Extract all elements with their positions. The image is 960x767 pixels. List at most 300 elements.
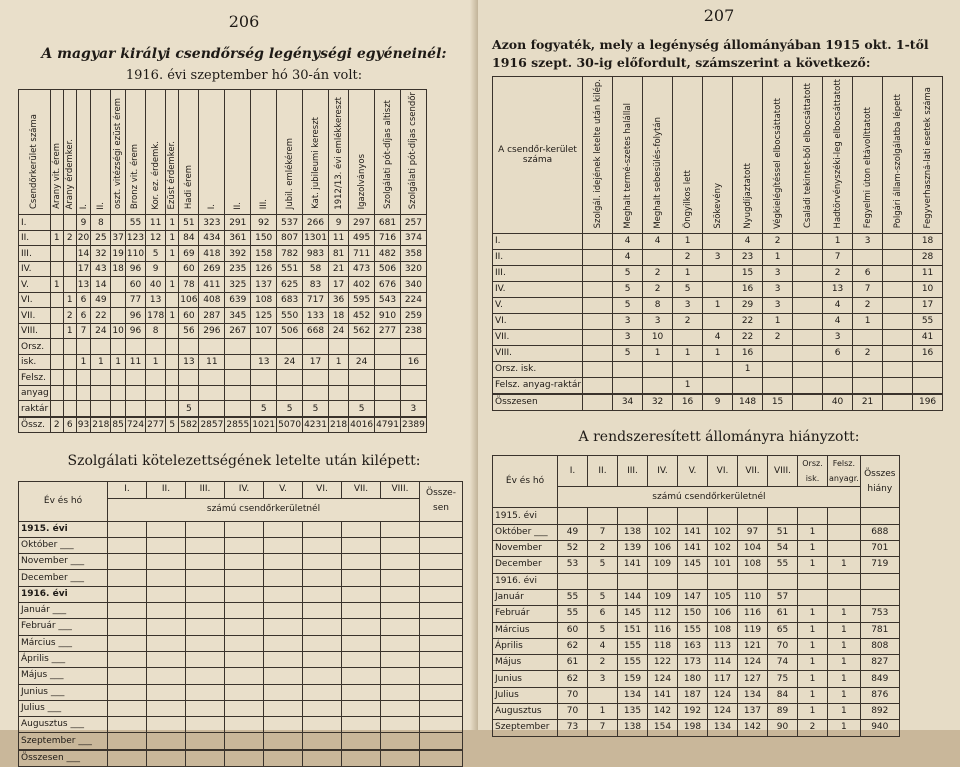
table-cell: 56: [179, 323, 199, 339]
table-cell: 876: [860, 687, 899, 703]
table-cell: 266: [303, 215, 329, 231]
table-cell: [199, 370, 225, 386]
total-cell: Össz.: [19, 417, 51, 433]
table-cell: 7: [588, 720, 618, 736]
table-cell: [860, 508, 899, 524]
table-row: [493, 622, 900, 638]
table-cell: 101: [708, 557, 738, 573]
table-cell: 173: [678, 655, 708, 671]
table-cell: 106: [648, 541, 678, 557]
column-header: [19, 90, 51, 215]
table-cell: 2: [673, 314, 703, 330]
table-cell: [303, 586, 342, 602]
table-row: [493, 655, 900, 671]
table-cell: [264, 554, 303, 570]
table-cell: VIII.: [493, 346, 583, 362]
table-cell: [303, 651, 342, 667]
table-cell: [63, 370, 76, 386]
table-cell: [349, 385, 375, 401]
column-header: [277, 90, 303, 215]
table-cell: [108, 733, 147, 750]
table-cell: [63, 401, 76, 417]
table-cell: [853, 250, 883, 266]
column-header-text: Polgári állam-szolgálatba lépett: [892, 94, 903, 229]
column-header: [643, 77, 673, 234]
table-cell: [63, 215, 76, 231]
row-label: Április ___: [19, 651, 108, 667]
table-cell: 639: [225, 292, 251, 308]
table-cell: [420, 684, 463, 700]
table-cell: [108, 537, 147, 553]
table-cell: 5: [146, 246, 166, 262]
table-cell: Október ___: [493, 524, 558, 540]
table-cell: 41: [913, 330, 943, 346]
table-cell: 151: [618, 622, 648, 638]
table-cell: [583, 266, 613, 282]
table-cell: [125, 370, 145, 386]
table-cell: 62: [558, 638, 588, 654]
column-header: [703, 77, 733, 234]
table-cell: 150: [678, 606, 708, 622]
table-cell: [673, 362, 703, 378]
table-cell: 28: [913, 250, 943, 266]
total-cell: 148: [733, 394, 763, 411]
shortage-section-title: A rendszeresített állományra hiányzott:: [578, 429, 860, 446]
table-cell: [349, 339, 375, 355]
total-cell: 196: [913, 394, 943, 411]
column-header-text: Igazolványos: [356, 153, 367, 210]
table-cell: 134: [708, 720, 738, 736]
table-cell: 6: [588, 606, 618, 622]
table-cell: [108, 521, 147, 537]
table-cell: 55: [125, 215, 145, 231]
table-cell: [342, 700, 381, 716]
table-cell: [342, 521, 381, 537]
header-row: [19, 90, 427, 215]
table-cell: 49: [558, 524, 588, 540]
total-row: [493, 394, 943, 411]
table-cell: [166, 339, 179, 355]
table-cell: [166, 401, 179, 417]
decorations-table: [18, 89, 427, 433]
table-cell: 5: [277, 401, 303, 417]
table-cell: [147, 684, 186, 700]
table-cell: Április: [493, 638, 558, 654]
table-cell: [186, 603, 225, 619]
table-cell: [147, 603, 186, 619]
table-cell: 753: [860, 606, 899, 622]
table-cell: 3: [400, 401, 426, 417]
table-cell: 296: [199, 323, 225, 339]
table-cell: 178: [146, 308, 166, 324]
table-row: [19, 521, 463, 537]
table-cell: [381, 603, 420, 619]
table-cell: 402: [349, 277, 375, 293]
table-cell: 106: [179, 292, 199, 308]
table-cell: 1916. évi: [493, 573, 558, 589]
table-cell: 55: [558, 589, 588, 605]
table-cell: 1: [50, 277, 63, 293]
table-cell: 192: [678, 704, 708, 720]
table-cell: II.: [19, 230, 51, 246]
table-cell: 1: [828, 622, 861, 638]
table-cell: 1: [828, 671, 861, 687]
table-cell: 21: [328, 261, 348, 277]
table-cell: [883, 314, 913, 330]
table-cell: [420, 733, 463, 750]
table-cell: I.: [19, 215, 51, 231]
table-cell: 110: [738, 589, 768, 605]
table-cell: 5: [613, 298, 643, 314]
table-cell: [913, 362, 943, 378]
table-cell: 52: [558, 541, 588, 557]
table-cell: [166, 370, 179, 386]
table-cell: [793, 282, 823, 298]
column-header-text: Családi tekintet-ből elbocsáttatott: [802, 83, 813, 229]
table-cell: 13: [76, 277, 90, 293]
table-cell: 134: [618, 687, 648, 703]
table-cell: 3: [613, 314, 643, 330]
table-cell: [186, 651, 225, 667]
table-cell: 1: [828, 704, 861, 720]
table-cell: [50, 323, 63, 339]
table-cell: [186, 733, 225, 750]
table-cell: [147, 717, 186, 733]
table-cell: 18: [328, 308, 348, 324]
table-cell: 3: [763, 282, 793, 298]
table-cell: [420, 619, 463, 635]
table-cell: [303, 619, 342, 635]
table-cell: 124: [708, 687, 738, 703]
table-cell: [264, 684, 303, 700]
column-header: A csendőr-kerület száma: [493, 77, 583, 234]
table-cell: 11: [125, 354, 145, 370]
table-cell: [225, 586, 264, 602]
table-cell: [342, 733, 381, 750]
table-cell: 257: [400, 215, 426, 231]
table-cell: [50, 308, 63, 324]
table-cell: 57: [768, 589, 798, 605]
table-cell: [186, 717, 225, 733]
table-cell: [381, 668, 420, 684]
table-cell: [186, 570, 225, 586]
table-cell: 2: [763, 234, 793, 250]
table-cell: [186, 521, 225, 537]
table-cell: 323: [199, 215, 225, 231]
table-cell: [793, 362, 823, 378]
table-cell: 60: [179, 308, 199, 324]
table-row: [493, 524, 900, 540]
table-cell: 77: [125, 292, 145, 308]
table-cell: 74: [768, 655, 798, 671]
table-cell: 392: [225, 246, 251, 262]
table-cell: 25: [91, 230, 111, 246]
table-cell: [225, 651, 264, 667]
page-number-left: 206: [228, 12, 260, 31]
total-cell: 1021: [251, 417, 277, 433]
table-cell: [111, 292, 125, 308]
table-cell: 3: [763, 298, 793, 314]
table-cell: 137: [251, 277, 277, 293]
column-header-text: Szolgál. idejének letelte után kilép.: [592, 79, 603, 229]
table-cell: I.: [493, 234, 583, 250]
table-cell: [328, 339, 348, 355]
total-cell: 21: [853, 394, 883, 411]
table-cell: [381, 554, 420, 570]
table-cell: [303, 700, 342, 716]
table-row: [19, 554, 463, 570]
table-cell: 2: [643, 282, 673, 298]
table-cell: 2: [63, 230, 76, 246]
column-header: [303, 90, 329, 215]
column-header: [853, 77, 883, 234]
total-cell: 93: [76, 417, 90, 433]
total-cell: 6: [63, 417, 76, 433]
table-cell: 198: [678, 720, 708, 736]
table-cell: 2: [823, 266, 853, 282]
table-cell: 1: [703, 298, 733, 314]
column-header: [166, 90, 179, 215]
table-cell: [703, 282, 733, 298]
table-cell: 141: [678, 541, 708, 557]
table-cell: 4: [643, 234, 673, 250]
table-cell: II.: [493, 250, 583, 266]
table-cell: 122: [648, 655, 678, 671]
total-row: [19, 417, 427, 433]
table-cell: 2: [853, 346, 883, 362]
total-row: [19, 750, 463, 767]
table-cell: 96: [125, 323, 145, 339]
column-header: [50, 90, 63, 215]
district-header: Orsz. isk.: [798, 456, 828, 487]
table-cell: [303, 385, 329, 401]
table-cell: 133: [303, 308, 329, 324]
table-cell: [108, 700, 147, 716]
table-cell: 543: [375, 292, 401, 308]
left-page: [0, 0, 478, 763]
table-cell: [793, 250, 823, 266]
table-cell: 55: [558, 606, 588, 622]
district-header: VII.: [342, 482, 381, 498]
table-cell: 1: [588, 704, 618, 720]
table-row: [493, 298, 943, 314]
table-cell: Május: [493, 655, 558, 671]
table-cell: 84: [179, 230, 199, 246]
table-cell: [63, 339, 76, 355]
table-cell: 13: [823, 282, 853, 298]
table-cell: 159: [618, 671, 648, 687]
table-cell: 18: [913, 234, 943, 250]
table-cell: 3: [853, 234, 883, 250]
table-cell: 92: [251, 215, 277, 231]
column-header: [111, 90, 125, 215]
table-cell: [853, 330, 883, 346]
table-cell: 138: [618, 720, 648, 736]
table-row: [493, 362, 943, 378]
table-cell: 17: [76, 261, 90, 277]
district-subheader: számú csendőrkerületnél: [108, 498, 420, 521]
column-header: [125, 90, 145, 215]
column-header: [76, 90, 90, 215]
table-cell: [381, 521, 420, 537]
table-cell: IV.: [19, 261, 51, 277]
table-cell: 37: [111, 230, 125, 246]
table-cell: [738, 573, 768, 589]
table-cell: 269: [199, 261, 225, 277]
table-cell: 5: [303, 401, 329, 417]
table-cell: 267: [225, 323, 251, 339]
table-cell: 90: [768, 720, 798, 736]
table-row: [493, 234, 943, 250]
column-header: [146, 90, 166, 215]
table-cell: 683: [277, 292, 303, 308]
table-row: [19, 385, 427, 401]
column-header: [733, 77, 763, 234]
table-cell: 24: [349, 354, 375, 370]
table-cell: [400, 370, 426, 386]
table-cell: [277, 385, 303, 401]
table-cell: [768, 508, 798, 524]
total-cell: 16: [673, 394, 703, 411]
table-cell: 145: [678, 557, 708, 573]
table-cell: 4: [588, 638, 618, 654]
right-page: [478, 0, 960, 733]
table-row: [493, 589, 900, 605]
header-row: [493, 77, 943, 234]
table-cell: [420, 700, 463, 716]
total-cell: [381, 750, 420, 767]
table-cell: isk.: [19, 354, 51, 370]
total-cell: 2: [50, 417, 63, 433]
table-cell: [303, 570, 342, 586]
table-cell: [264, 700, 303, 716]
table-cell: 345: [225, 308, 251, 324]
table-cell: [108, 570, 147, 586]
row-label: Október ___: [19, 537, 108, 553]
table-cell: [703, 378, 733, 395]
table-cell: 719: [860, 557, 899, 573]
table-cell: [673, 330, 703, 346]
column-header-text: Hadtörvényszéki-leg elbocsáttatott: [832, 79, 843, 229]
table-cell: [738, 508, 768, 524]
table-row: [19, 586, 463, 602]
table-cell: 676: [375, 277, 401, 293]
total-cell: 32: [643, 394, 673, 411]
table-cell: 187: [678, 687, 708, 703]
table-cell: [678, 573, 708, 589]
table-cell: [76, 385, 90, 401]
table-cell: 411: [199, 277, 225, 293]
column-header: [673, 77, 703, 234]
table-cell: [342, 554, 381, 570]
table-cell: 22: [733, 314, 763, 330]
column-header: [823, 77, 853, 234]
table-cell: [108, 586, 147, 602]
total-cell: 582: [179, 417, 199, 433]
table-cell: 112: [648, 606, 678, 622]
table-cell: [111, 370, 125, 386]
table-cell: 1: [91, 354, 111, 370]
table-cell: [225, 717, 264, 733]
table-cell: 16: [733, 282, 763, 298]
header-row: [493, 456, 900, 487]
total-cell: [342, 750, 381, 767]
table-cell: [225, 570, 264, 586]
table-cell: 102: [648, 524, 678, 540]
row-label: Március ___: [19, 635, 108, 651]
table-cell: [420, 521, 463, 537]
table-cell: [763, 378, 793, 395]
table-cell: 1: [828, 655, 861, 671]
table-cell: [793, 234, 823, 250]
table-cell: [375, 401, 401, 417]
table-cell: 141: [678, 524, 708, 540]
table-cell: 2: [643, 266, 673, 282]
table-cell: [225, 635, 264, 651]
column-header: [251, 90, 277, 215]
table-cell: [111, 308, 125, 324]
table-cell: [793, 298, 823, 314]
table-cell: 3: [763, 266, 793, 282]
table-cell: [381, 651, 420, 667]
total-cell: 2389: [400, 417, 426, 433]
total-cell: 4791: [375, 417, 401, 433]
table-cell: 259: [400, 308, 426, 324]
table-cell: [186, 684, 225, 700]
column-header: [883, 77, 913, 234]
column-header-text: Jubil. emlékérem: [284, 138, 295, 210]
table-cell: [798, 508, 828, 524]
table-cell: [147, 554, 186, 570]
total-cell: [108, 750, 147, 767]
table-cell: [420, 603, 463, 619]
column-header-text: Meghalt termé-szetes halállal: [622, 102, 633, 229]
total-cell: [420, 750, 463, 767]
table-cell: [186, 554, 225, 570]
table-cell: Január: [493, 589, 558, 605]
table-cell: 113: [708, 638, 738, 654]
table-cell: 1: [798, 687, 828, 703]
table-cell: 1: [763, 314, 793, 330]
table-cell: 124: [648, 671, 678, 687]
table-cell: [146, 401, 166, 417]
table-cell: [883, 330, 913, 346]
total-cell: 5070: [277, 417, 303, 433]
table-cell: [50, 215, 63, 231]
table-cell: [147, 700, 186, 716]
table-cell: [558, 508, 588, 524]
table-cell: 9: [76, 215, 90, 231]
table-cell: 910: [375, 308, 401, 324]
table-cell: 5: [588, 622, 618, 638]
table-cell: [303, 668, 342, 684]
table-cell: 4: [823, 314, 853, 330]
total-cell: 34: [613, 394, 643, 411]
table-cell: [225, 603, 264, 619]
column-header: [793, 77, 823, 234]
table-cell: 23: [733, 250, 763, 266]
table-row: [493, 266, 943, 282]
table-cell: 70: [768, 638, 798, 654]
table-cell: 1: [703, 346, 733, 362]
table-cell: raktár: [19, 401, 51, 417]
column-header: [613, 77, 643, 234]
table-cell: 434: [199, 230, 225, 246]
district-header: VII.: [738, 456, 768, 487]
table-cell: 7: [588, 524, 618, 540]
table-cell: 340: [400, 277, 426, 293]
table-cell: 6: [76, 292, 90, 308]
